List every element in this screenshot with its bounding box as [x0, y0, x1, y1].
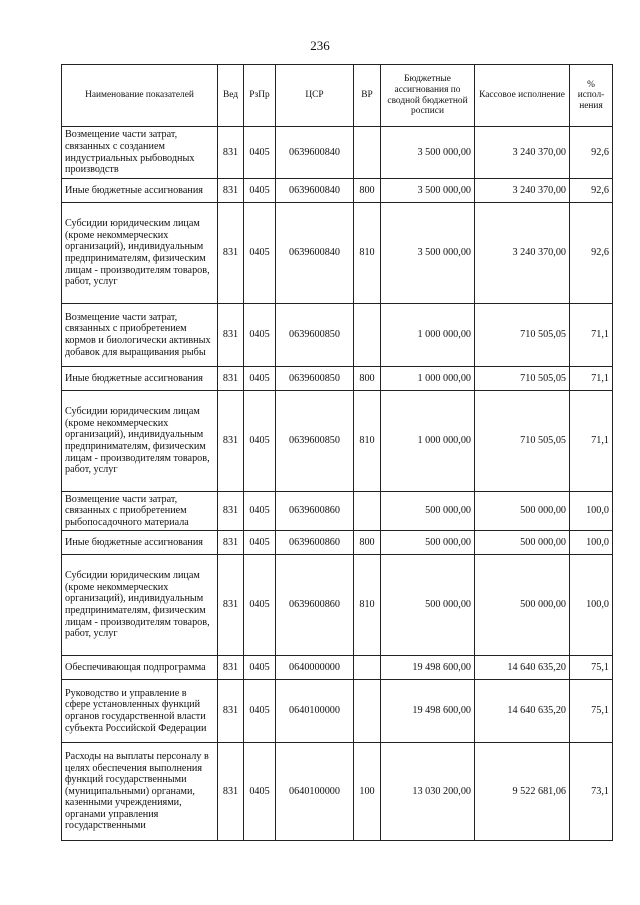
table-row — [62, 391, 613, 492]
cash-execution-cell: 3 240 370,00 — [475, 127, 570, 179]
table-row — [62, 367, 613, 391]
rzpr-cell: 0405 — [244, 127, 276, 179]
rzpr-cell: 0405 — [244, 680, 276, 743]
indicator-name-cell: Иные бюджетные ассигнования — [62, 531, 218, 555]
cash-execution-cell: 9 522 681,06 — [475, 743, 570, 841]
indicator-name-cell: Субсидии юридическим лицам (кроме некоммерческих организаций), индивидуальным предпринимателям, физическим лицам - производителям товаров, работ, услуг — [62, 555, 218, 656]
budget-allocation-cell: 500 000,00 — [381, 492, 475, 531]
ved-cell: 831 — [218, 304, 244, 367]
csr-cell: 0639600850 — [276, 304, 354, 367]
execution-percent-cell: 100,0 — [570, 492, 613, 531]
rzpr-cell: 0405 — [244, 203, 276, 304]
vr-cell: 800 — [354, 531, 381, 555]
header-cash-execution: Кассовое исполнение — [475, 65, 570, 127]
table-row — [62, 492, 613, 531]
indicator-name-cell: Возмещение части затрат, связанных с созданием индустриальных рыбоводных производств — [62, 127, 218, 179]
rzpr-cell: 0405 — [244, 391, 276, 492]
vr-cell — [354, 680, 381, 743]
rzpr-cell: 0405 — [244, 555, 276, 656]
table-row — [62, 179, 613, 203]
budget-execution-table — [61, 64, 613, 841]
table-row — [62, 203, 613, 304]
execution-percent-cell: 71,1 — [570, 304, 613, 367]
header-csr: ЦСР — [276, 65, 354, 127]
vr-cell — [354, 127, 381, 179]
table-row — [62, 656, 613, 680]
cash-execution-cell: 3 240 370,00 — [475, 203, 570, 304]
cash-execution-cell: 14 640 635,20 — [475, 656, 570, 680]
execution-percent-cell: 71,1 — [570, 367, 613, 391]
header-budget-allocations: Бюджетные ассигнования по сводной бюджетной росписи — [381, 65, 475, 127]
execution-percent-cell: 73,1 — [570, 743, 613, 841]
csr-cell: 0640100000 — [276, 743, 354, 841]
budget-allocation-cell: 1 000 000,00 — [381, 304, 475, 367]
table-row — [62, 743, 613, 841]
indicator-name-cell: Субсидии юридическим лицам (кроме некоммерческих организаций), индивидуальным предпринимателям, физическим лицам - производителям товаров, работ, услуг — [62, 391, 218, 492]
budget-allocation-cell: 3 500 000,00 — [381, 203, 475, 304]
vr-cell: 100 — [354, 743, 381, 841]
ved-cell: 831 — [218, 367, 244, 391]
rzpr-cell: 0405 — [244, 492, 276, 531]
budget-allocation-cell: 500 000,00 — [381, 555, 475, 656]
execution-percent-cell: 92,6 — [570, 127, 613, 179]
ved-cell: 831 — [218, 391, 244, 492]
ved-cell: 831 — [218, 203, 244, 304]
table-row — [62, 304, 613, 367]
indicator-name-cell: Обеспечивающая подпрограмма — [62, 656, 218, 680]
indicator-name-cell: Возмещение части затрат, связанных с приобретением кормов и биологически активных добавок для выращивания рыбы — [62, 304, 218, 367]
execution-percent-cell: 92,6 — [570, 179, 613, 203]
csr-cell: 0639600860 — [276, 492, 354, 531]
ved-cell: 831 — [218, 492, 244, 531]
indicator-name-cell: Иные бюджетные ассигнования — [62, 179, 218, 203]
page-number: 236 — [310, 38, 330, 53]
vr-cell: 800 — [354, 367, 381, 391]
indicator-name-cell: Иные бюджетные ассигнования — [62, 367, 218, 391]
vr-cell: 810 — [354, 203, 381, 304]
csr-cell: 0640000000 — [276, 656, 354, 680]
indicator-name-cell: Возмещение части затрат, связанных с приобретением рыбопосадочного материала — [62, 492, 218, 531]
ved-cell: 831 — [218, 531, 244, 555]
budget-allocation-cell: 13 030 200,00 — [381, 743, 475, 841]
ved-cell: 831 — [218, 743, 244, 841]
ved-cell: 831 — [218, 656, 244, 680]
indicator-name-cell: Руководство и управление в сфере установленных функций органов государственной власти субъекта Российской Федерации — [62, 680, 218, 743]
cash-execution-cell: 500 000,00 — [475, 531, 570, 555]
csr-cell: 0639600840 — [276, 127, 354, 179]
table-body — [62, 127, 613, 841]
vr-cell: 810 — [354, 555, 381, 656]
cash-execution-cell: 500 000,00 — [475, 555, 570, 656]
execution-percent-cell: 71,1 — [570, 391, 613, 492]
budget-allocation-cell: 500 000,00 — [381, 531, 475, 555]
rzpr-cell: 0405 — [244, 304, 276, 367]
header-rzpr: РзПр — [244, 65, 276, 127]
table-row — [62, 555, 613, 656]
csr-cell: 0639600850 — [276, 367, 354, 391]
vr-cell — [354, 492, 381, 531]
vr-cell — [354, 656, 381, 680]
execution-percent-cell: 75,1 — [570, 656, 613, 680]
csr-cell: 0639600860 — [276, 555, 354, 656]
execution-percent-cell: 100,0 — [570, 555, 613, 656]
rzpr-cell: 0405 — [244, 531, 276, 555]
execution-percent-cell: 100,0 — [570, 531, 613, 555]
header-vr: ВР — [354, 65, 381, 127]
csr-cell: 0640100000 — [276, 680, 354, 743]
ved-cell: 831 — [218, 680, 244, 743]
rzpr-cell: 0405 — [244, 367, 276, 391]
execution-percent-cell: 75,1 — [570, 680, 613, 743]
table-row — [62, 531, 613, 555]
indicator-name-cell: Расходы на выплаты персоналу в целях обеспечения выполнения функций государственными (муниципальными) органами, казенными учреждениями, органами управления государственными — [62, 743, 218, 841]
cash-execution-cell: 14 640 635,20 — [475, 680, 570, 743]
cash-execution-cell: 710 505,05 — [475, 304, 570, 367]
ved-cell: 831 — [218, 555, 244, 656]
budget-allocation-cell: 1 000 000,00 — [381, 367, 475, 391]
rzpr-cell: 0405 — [244, 179, 276, 203]
vr-cell — [354, 304, 381, 367]
budget-allocation-cell: 19 498 600,00 — [381, 680, 475, 743]
cash-execution-cell: 500 000,00 — [475, 492, 570, 531]
vr-cell: 810 — [354, 391, 381, 492]
rzpr-cell: 0405 — [244, 743, 276, 841]
cash-execution-cell: 710 505,05 — [475, 391, 570, 492]
csr-cell: 0639600840 — [276, 203, 354, 304]
table-header-row — [62, 65, 613, 127]
indicator-name-cell: Субсидии юридическим лицам (кроме некоммерческих организаций), индивидуальным предпринимателям, физическим лицам - производителям товаров, работ, услуг — [62, 203, 218, 304]
header-execution-percent: % испол-нения — [570, 65, 613, 127]
execution-percent-cell: 92,6 — [570, 203, 613, 304]
csr-cell: 0639600850 — [276, 391, 354, 492]
ved-cell: 831 — [218, 127, 244, 179]
cash-execution-cell: 710 505,05 — [475, 367, 570, 391]
table-row — [62, 680, 613, 743]
budget-allocation-cell: 19 498 600,00 — [381, 656, 475, 680]
budget-allocation-cell: 3 500 000,00 — [381, 179, 475, 203]
csr-cell: 0639600860 — [276, 531, 354, 555]
cash-execution-cell: 3 240 370,00 — [475, 179, 570, 203]
budget-allocation-cell: 3 500 000,00 — [381, 127, 475, 179]
ved-cell: 831 — [218, 179, 244, 203]
rzpr-cell: 0405 — [244, 656, 276, 680]
table-row — [62, 127, 613, 179]
header-indicator-name: Наименование показателей — [62, 65, 218, 127]
vr-cell: 800 — [354, 179, 381, 203]
csr-cell: 0639600840 — [276, 179, 354, 203]
header-ved: Вед — [218, 65, 244, 127]
budget-allocation-cell: 1 000 000,00 — [381, 391, 475, 492]
